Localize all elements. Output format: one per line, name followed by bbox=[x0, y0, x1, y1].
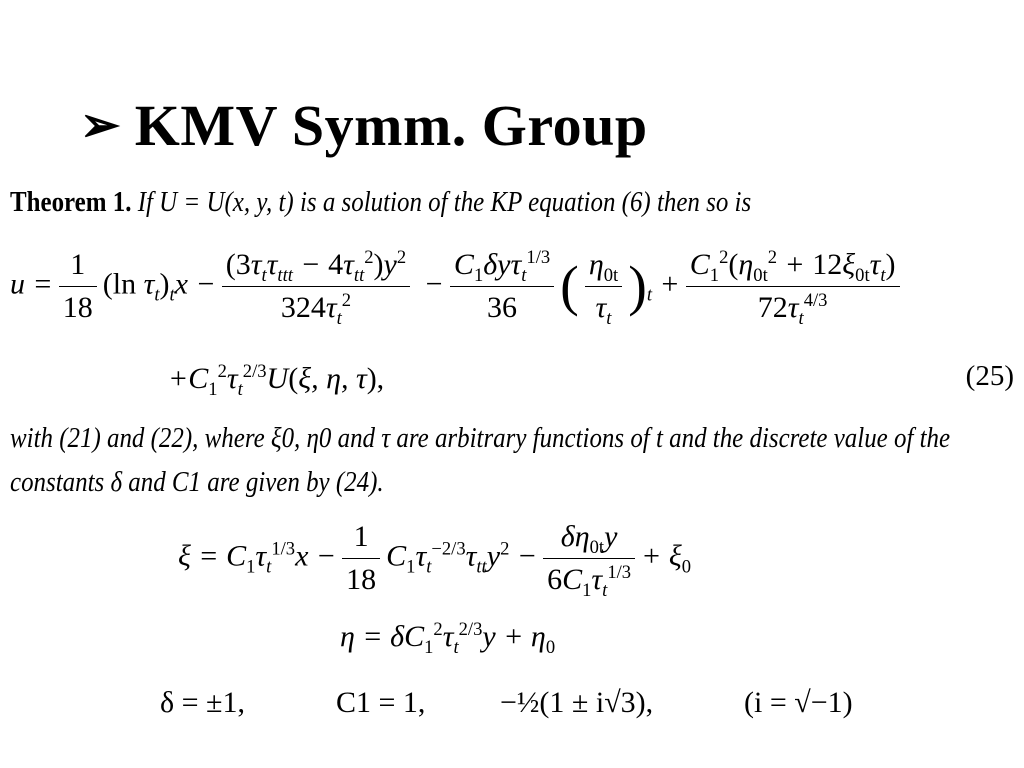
fraction-c1-delta: $\frac{C_1\delta y\tau_t^{1/3}}{36}$ bbox=[450, 248, 554, 325]
fraction-delta-eta: $\frac{\delta\eta_{0t}y}{6C_1\tau_t^{1/3}}$ bbox=[543, 520, 635, 597]
fraction-c1sq: $\frac{C_1^2(\eta_{0t}^2 + 12\xi_{0t}\tau_t)}{72\tau_t^{4/3}}$ bbox=[686, 248, 900, 325]
constants-c1: C1 = 1, bbox=[336, 686, 426, 719]
fraction-tau-y2: $\frac{(3\tau_t\tau_{ttt} - 4\tau_{tt}^2)y^2}{324\tau_t^2}$ bbox=[222, 248, 410, 325]
fraction-1-18-b: $\frac{1}{18}$ bbox=[342, 520, 380, 597]
theorem-statement: If U = U(x, y, t) is a solution of the KP equation (6) then so is bbox=[137, 186, 752, 218]
equation-u-continued: $+C_1^2\tau_t^{2/3}U(\xi$, η, τ), bbox=[168, 361, 385, 400]
constants-i-def: (i = √−1) bbox=[744, 686, 853, 719]
equation-u: u = $\frac{1}{18}$ (ln $\tau_t)_tx$ − $\frac{(3\tau_t\tau_{ttt} - 4\tau_{tt}^2)y^2}{324\tau_t^2}$ − $\frac{C_1\delta y\tau_t^{1/3}}{36}$ ( $\frac{\eta_{0t}}{\tau_t}$ )$_t$ + $\frac{C_1^2(\eta_{0t}^2 + 12\xi_{0t}\tau_t)}{72\tau_t^{4/3}}$ bbox=[10, 248, 906, 325]
with-line-1: with (21) and (22), where ξ0, η0 and τ are arbitrary functions of t and the discrete value of the bbox=[10, 422, 951, 454]
equation-eta: $\eta = \delta C_1^2\tau_t^{2/3}y + \eta_0$ bbox=[340, 619, 556, 658]
bullet-arrow-icon: ➢ bbox=[80, 99, 121, 152]
constants-c1-alt: −½(1 ± i√3), bbox=[500, 686, 654, 719]
theorem-label: Theorem 1. bbox=[10, 186, 132, 218]
equation-number: (25) bbox=[965, 360, 1014, 392]
fraction-eta-tau: $\frac{\eta_{0t}}{\tau_t}$ bbox=[585, 248, 622, 325]
equation-xi: $\xi = C_1\tau_t^{1/3}x$ − $\frac{1}{18}$ $C_1\tau_t^{-2/3}\tau_{tt}y^2$ − $\frac{\delta\eta_{0t}y}{6C_1\tau_t^{1/3}}$ + $\xi_0$ bbox=[178, 520, 691, 601]
constants-delta: δ = ±1, bbox=[160, 686, 246, 719]
theorem-line bbox=[10, 186, 751, 219]
with-line-2: constants δ and C1 are given by (24). bbox=[10, 466, 384, 498]
slide-title bbox=[80, 92, 648, 159]
slide-title-text: KMV Symm. Group bbox=[134, 93, 648, 158]
fraction-1-18: $\frac{1}{18}$ bbox=[59, 248, 97, 325]
